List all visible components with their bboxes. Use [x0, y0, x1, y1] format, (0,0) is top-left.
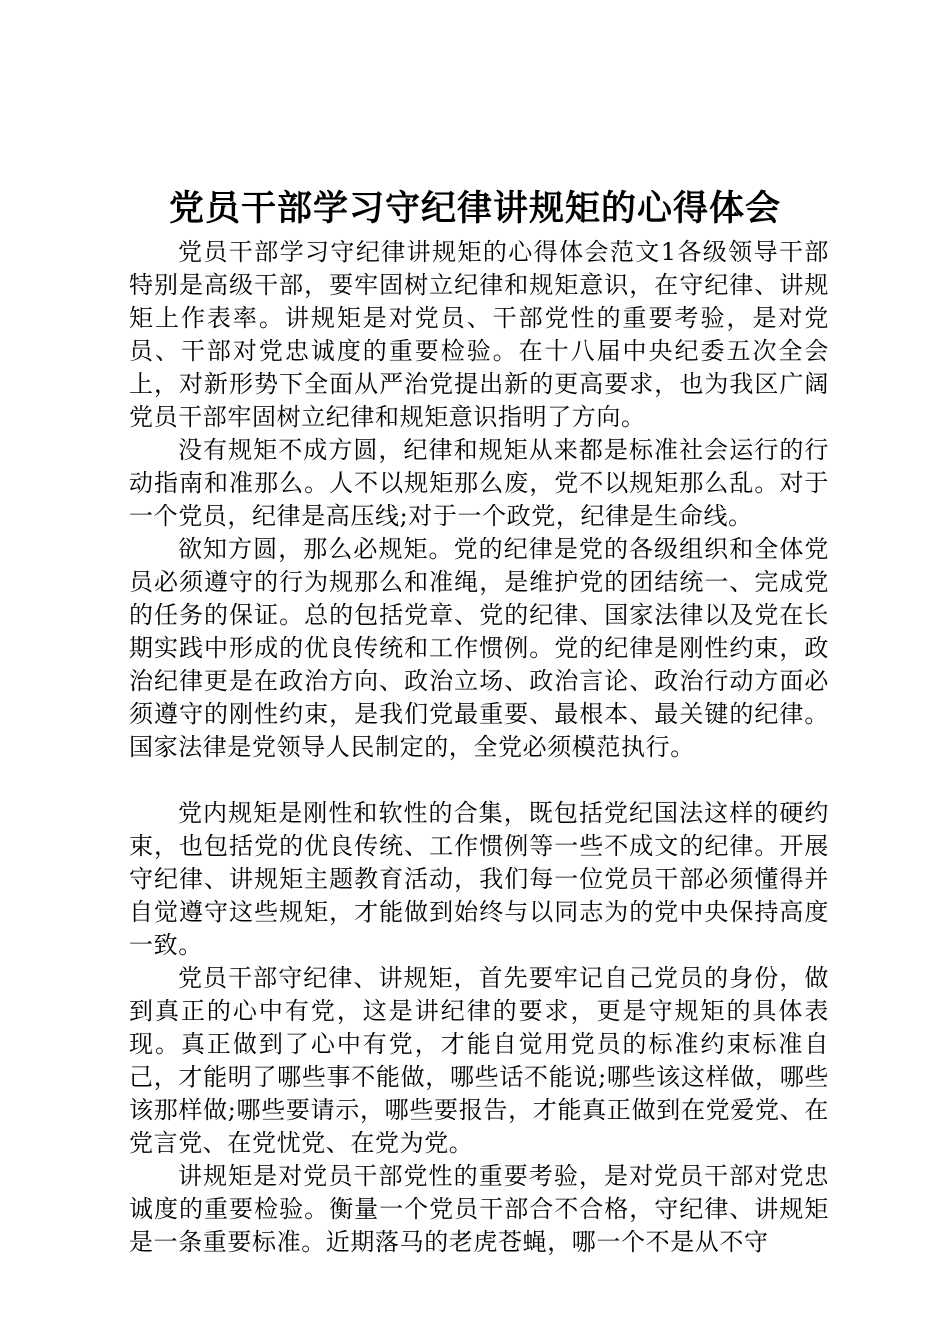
paragraph: 没有规矩不成方圆，纪律和规矩从来都是标准社会运行的行动指南和准那么。人不以规矩那么废，党不以规矩那么乱。对于一个党员，纪律是高压线;对于一个政党，纪律是生命线。: [129, 436, 829, 530]
paragraph: 讲规矩是对党员干部党性的重要考验，是对党员干部对党忠诚度的重要检验。衡量一个党员干部合不合格，守纪律、讲规矩是一条重要标准。近期落马的老虎苍蝇，哪一个不是从不守: [129, 1162, 829, 1256]
paragraph: 党员干部守纪律、讲规矩，首先要牢记自己党员的身份，做到真正的心中有党，这是讲纪律的要求，更是守规矩的具体表现。真正做到了心中有党，才能自觉用党员的标准约束标准自己，才能明了哪些事不能做，哪些话不能说;哪些该这样做，哪些该那样做;哪些要请示，哪些要报告，才能真正做到在党爱党、在党言党、在党忧党、在党为党。: [129, 964, 829, 1157]
paragraph: 欲知方圆，那么必规矩。党的纪律是党的各级组织和全体党员必须遵守的行为规那么和准绳，是维护党的团结统一、完成党的任务的保证。总的包括党章、党的纪律、国家法律以及党在长期实践中形成的优良传统和工作惯例。党的纪律是刚性约束，政治纪律更是在政治方向、政治立场、政治言论、政治行动方面必须遵守的刚性约束，是我们党最重要、最根本、最关键的纪律。国家法律是党领导人民制定的，全党必须模范执行。: [129, 535, 829, 761]
paragraph: 党员干部学习守纪律讲规矩的心得体会范文1各级领导干部特别是高级干部，要牢固树立纪律和规矩意识，在守纪律、讲规矩上作表率。讲规矩是对党员、干部党性的重要考验，是对党员、干部对党忠诚度的重要检验。在十八届中央纪委五次全会上，对新形势下全面从严治党提出新的更高要求，也为我区广阔党员干部牢固树立纪律和规矩意识指明了方向。: [129, 238, 829, 431]
document-body: [129, 236, 829, 1259]
document-title: 党员干部学习守纪律讲规矩的心得体会: [168, 189, 781, 229]
paragraph: 党内规矩是刚性和软性的合集，既包括党纪国法这样的硬约束，也包括党的优良传统、工作惯例等一些不成文的纪律。开展守纪律、讲规矩主题教育活动，我们每一位党员干部必须懂得并自觉遵守这些规矩，才能做到始终与以同志为的党中央保持高度一致。: [129, 799, 829, 959]
